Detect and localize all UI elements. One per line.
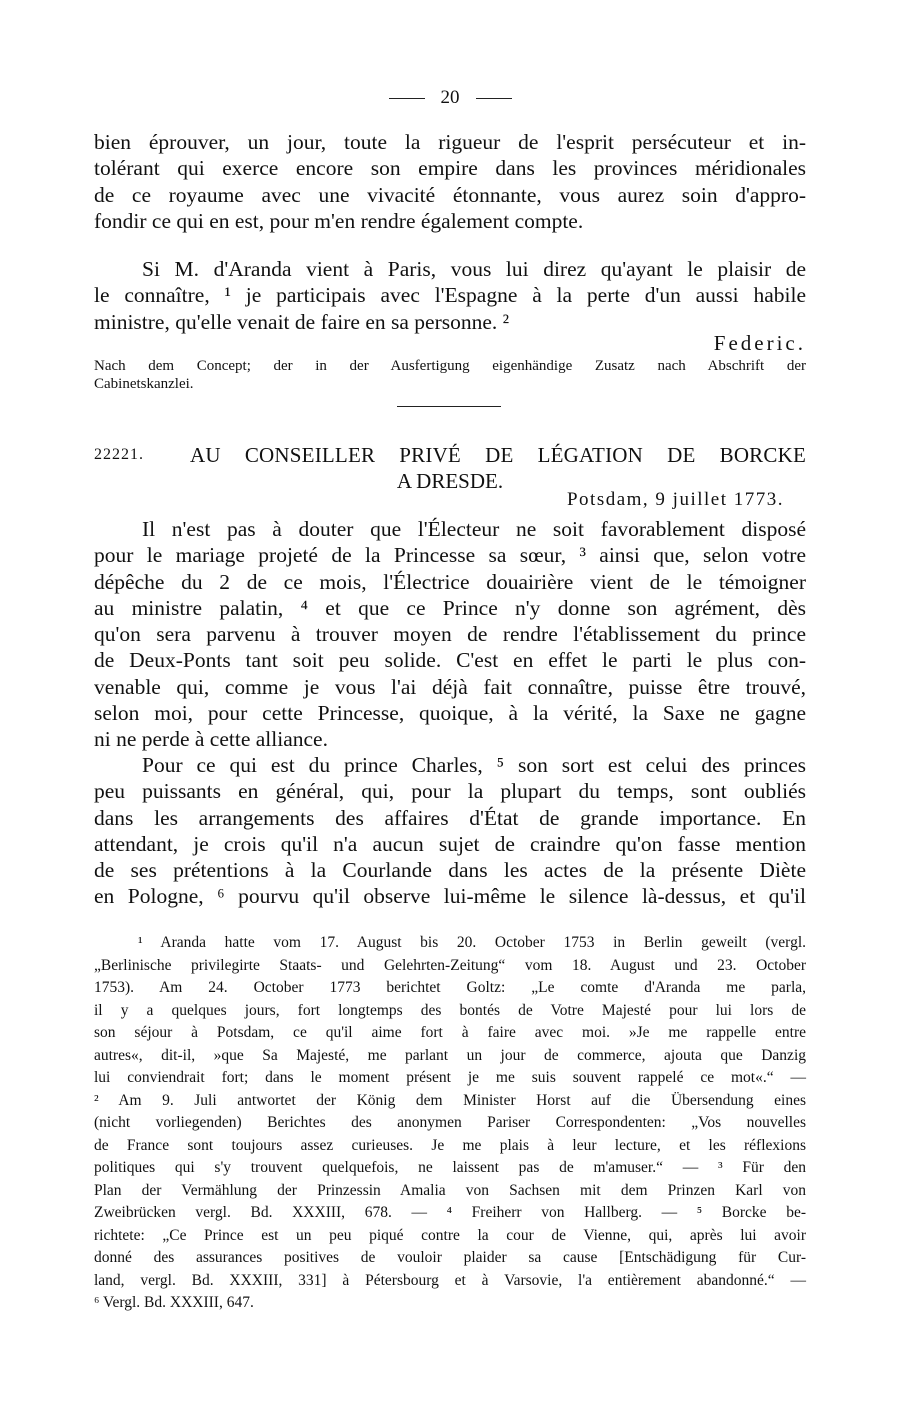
text-line: tolérant qui exerce encore son empire dans les provinces méridionales: [94, 156, 806, 181]
signature: Federic.: [713, 331, 806, 355]
footnote-line: ² Am 9. Juli antwortet der König dem Minister Horst auf die Übersendung eines: [94, 1091, 806, 1109]
footnote-line: lui conviendrait fort; dans le moment présent je me suis souvent rappelé ce mot«.“ —: [94, 1069, 806, 1086]
footnote-line: autres«, dit-il, »que Sa Majesté, me parlant un jour de commerce, ajouta que Danzig: [94, 1046, 806, 1064]
text-line: dépêche du 2 de ce mois, l'Électrice douairière vient de le témoigner: [94, 569, 806, 594]
footnote-line: ¹ Aranda hatte vom 17. August bis 20. October 1753 in Berlin geweilt (vergl.: [138, 934, 806, 951]
text-line: peu puissants en général, qui, pour la plupart du temps, sont oubliés: [94, 779, 806, 804]
header-rule-left: [389, 98, 425, 99]
section-divider: [397, 406, 501, 407]
text-line: selon moi, pour cette Princesse, quoique, à la vérité, la Saxe ne gagne: [94, 701, 806, 726]
text-line: de ses prétentions à la Courlande dans les actes de la présente Diète: [94, 858, 806, 883]
letter-number: 22221.: [94, 446, 144, 463]
text-line: qu'on sera parvenu à trouver moyen de rendre l'établissement du prince: [94, 622, 806, 647]
continuation-paragraph: [94, 129, 806, 234]
text-line: au ministre palatin, ⁴ et que ce Prince n'y donne son agrément, dès: [94, 595, 806, 620]
header-rule-right: [476, 98, 512, 99]
footnote-line: (nicht vorliegenden) Berichtes des anonymen Pariser Correspondenten: „Vos nouvelles: [94, 1114, 806, 1131]
footnotes: [94, 932, 806, 1315]
page-number: 20: [440, 87, 460, 108]
footnote-line: „Berlinische privilegirte Staats- und Gelehrten-Zeitung“ vom 18. August und 23. October: [94, 956, 806, 974]
text-line: fondir ce qui en est, pour m'en rendre également compte.: [94, 208, 584, 233]
aranda-paragraph: [94, 256, 806, 335]
source-note-line: Nach dem Concept; der in der Ausfertigung eigenhändige Zusatz nach Abschrift der: [94, 358, 806, 374]
text-line: venable qui, comme je vous l'ai déjà fait connaître, puisse être trouvé,: [94, 674, 806, 699]
text-line: dans les arrangements des affaires d'État de grande importance. En: [94, 805, 806, 830]
letter-paragraph-2: [94, 752, 806, 910]
footnote-line: 1753). Am 24. October 1773 berichtet Goltz: „Le comte d'Aranda me parla,: [94, 979, 806, 996]
text-line: bien éprouver, un jour, toute la rigueur de l'esprit persécuteur et in-: [94, 130, 806, 154]
footnote-line: richtete: „Ce Prince est un peu piqué contre la cour de Vienne, qui, après lui avoir: [94, 1226, 806, 1244]
footnote-line: son séjour à Potsdam, ce qu'il aime fort à faire avec moi. »Je me rappelle entre: [94, 1024, 806, 1041]
footnote-line: ⁶ Vergl. Bd. XXXIII, 647.: [94, 1294, 254, 1311]
text-line: de ce royaume avec une vivacité étonnante, vous aurez soin d'appro-: [94, 182, 806, 207]
text-line: Si M. d'Aranda vient à Paris, vous lui direz qu'ayant le plaisir de: [142, 257, 806, 281]
text-line: ministre, qu'elle venait de faire en sa personne. ²: [94, 309, 510, 334]
source-note: [94, 357, 806, 393]
text-line: de Deux-Ponts tant soit peu solide. C'est en effet le parti le plus con-: [94, 648, 806, 673]
text-line: pour le mariage projeté de la Princesse sa sœur, ³ ainsi que, selon votre: [94, 543, 806, 568]
footnote-line: Plan der Vermählung der Prinzessin Amalia von Sachsen mit dem Prinzen Karl von: [94, 1181, 806, 1199]
footnote-line: Zweibrücken vergl. Bd. XXXIII, 678. — ⁴ Freiherr von Hallberg. — ⁵ Borcke be-: [94, 1204, 806, 1221]
footnote-line: politiques qui s'y trouvent quelquefois, ne laissent pas de m'amuser.“ — ³ Für den: [94, 1159, 806, 1176]
text-line: attendant, je crois qu'il n'a aucun sujet de craindre qu'on fasse mention: [94, 831, 806, 856]
text-line: Il n'est pas à douter que l'Électeur ne soit favorablement disposé: [142, 517, 806, 541]
footnote-line: de France sont toujours assez curieuses. Je me plais à leur lecture, et les réflexions: [94, 1136, 806, 1154]
text-line: en Pologne, ⁶ pourvu qu'il observe lui-même le silence là-dessus, et qu'il: [94, 884, 806, 909]
text-line: Pour ce qui est du prince Charles, ⁵ son sort est celui des princes: [142, 753, 806, 777]
text-line: ni ne perde à cette alliance.: [94, 727, 328, 752]
dateline: Potsdam, 9 juillet 1773.: [566, 489, 784, 510]
letter-title-line-1: AU CONSEILLER PRIVÉ DE LÉGATION DE BORCKE: [190, 443, 806, 467]
letter-title-line-2: A DRESDE.: [396, 469, 504, 493]
text-line: le connaître, ¹ je participais avec l'Espagne à la perte d'un aussi habile: [94, 283, 806, 308]
footnote-line: donné des assurances positives de vouloir plaider sa cause [Entschädigung für Cur-: [94, 1249, 806, 1266]
letter-paragraph-1: [94, 516, 806, 753]
footnote-line: il y a quelques jours, fort longtemps des bontés de Votre Majesté pour lui lors de: [94, 1001, 806, 1019]
page-header: [94, 86, 806, 110]
footnote-line: land, vergl. Bd. XXXIII, 331] à Pétersbourg et à Varsovie, l'a entièrement abandonné.“ —: [94, 1271, 806, 1289]
source-note-line: Cabinetskanzlei.: [94, 376, 194, 392]
